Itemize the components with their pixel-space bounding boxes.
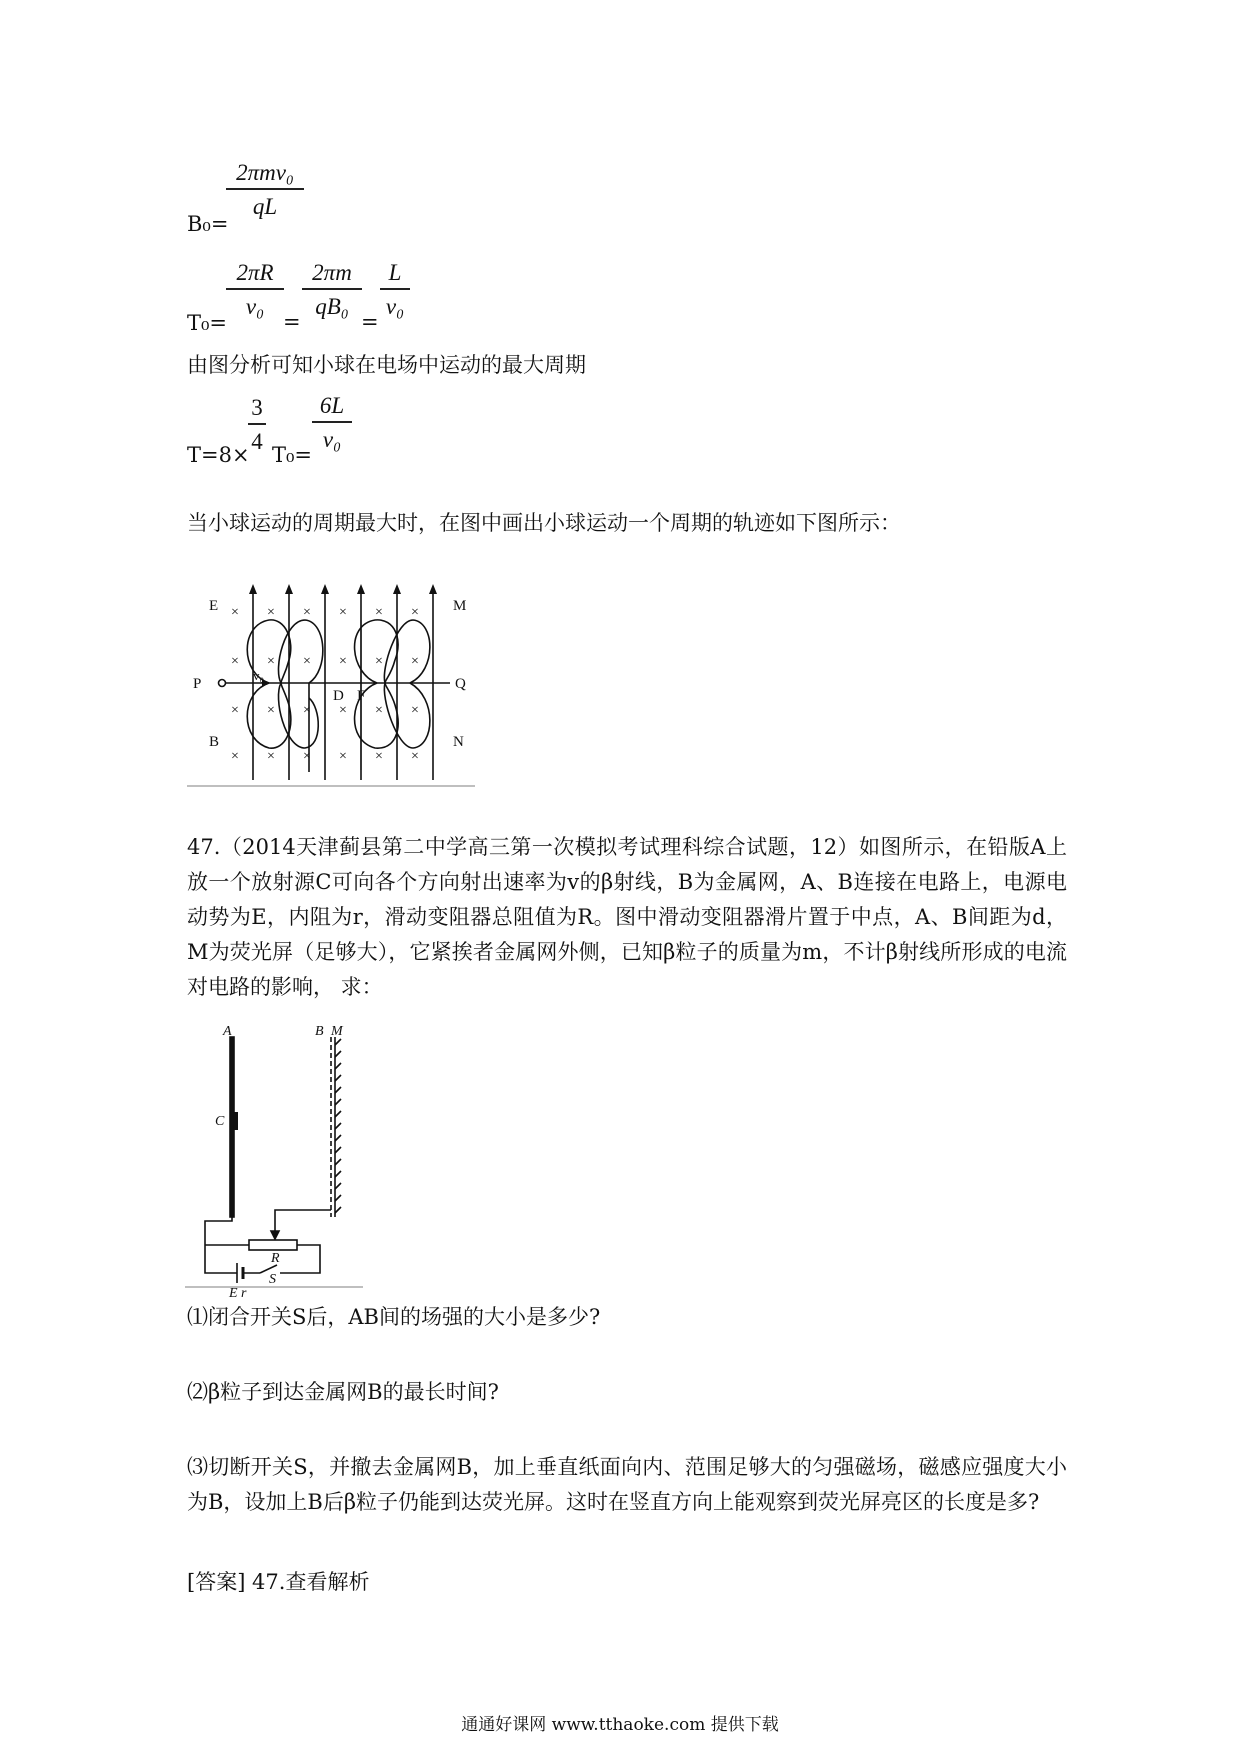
- question-2: ⑵β粒子到达金属网B的最长时间?: [187, 1380, 499, 1404]
- field-cross: ×: [231, 605, 239, 620]
- t0-f1-denominator: v₀: [245, 293, 265, 319]
- field-cross: ×: [375, 703, 383, 718]
- t0-f3-numerator: L: [388, 260, 402, 285]
- field-cross: ×: [375, 749, 383, 764]
- t0-f3-denominator: v₀: [385, 293, 405, 319]
- label-q: Q: [455, 676, 466, 692]
- label-m: M: [331, 1024, 343, 1039]
- label-s: S: [269, 1272, 276, 1287]
- fraction-bar: [226, 188, 304, 190]
- equals-sign: =: [361, 310, 379, 334]
- t0-f2-denominator: qB₀: [315, 293, 349, 319]
- t0-fraction-1: [226, 260, 284, 320]
- fraction-bar: [302, 288, 362, 290]
- circuit-diagram: [185, 1024, 365, 1301]
- field-cross: ×: [303, 654, 311, 669]
- answer-line: [答案] 47.查看解析: [187, 1570, 370, 1594]
- field-cross: ×: [411, 749, 419, 764]
- t0-fraction-2: [302, 260, 362, 320]
- label-d: D: [333, 688, 344, 704]
- fraction-bar: [380, 288, 410, 290]
- field-cross: ×: [267, 605, 275, 620]
- t-label: T=8×: [187, 443, 250, 467]
- analysis-text: 由图分析可知小球在电场中运动的最大周期: [187, 353, 586, 377]
- label-p: P: [193, 676, 202, 692]
- label-b: B: [315, 1024, 324, 1039]
- equals-sign: =: [283, 310, 301, 334]
- field-cross: ×: [267, 703, 275, 718]
- t0-label: T₀=: [187, 311, 228, 335]
- question-1: ⑴闭合开关S后，AB间的场强的大小是多少?: [187, 1305, 601, 1329]
- field-cross: ×: [303, 605, 311, 620]
- label-n: N: [453, 734, 464, 750]
- t0-f2-numerator: 2πm: [312, 260, 352, 285]
- field-cross: ×: [339, 703, 347, 718]
- label-a: A: [223, 1024, 232, 1039]
- field-cross: ×: [375, 605, 383, 620]
- t-fraction-2: [312, 393, 352, 453]
- field-cross: ×: [231, 749, 239, 764]
- label-e: E: [209, 598, 219, 614]
- b0-label: B₀=: [187, 212, 229, 236]
- t-fraction-1: [248, 395, 266, 455]
- trajectory-intro: 当小球运动的周期最大时，在图中画出小球运动一个周期的轨迹如下图所示：: [187, 511, 901, 535]
- page-footer: 通通好课网 www.tthaoke.com 提供下载: [461, 1715, 779, 1735]
- field-cross: ×: [303, 749, 311, 764]
- field-cross: ×: [267, 654, 275, 669]
- label-v0: v₀: [253, 668, 265, 683]
- label-f: F: [357, 688, 366, 704]
- label-m: M: [453, 598, 467, 614]
- field-cross: ×: [267, 749, 275, 764]
- field-cross: ×: [303, 703, 311, 718]
- fraction-bar: [248, 423, 266, 425]
- b0-numerator: 2πmv₀: [236, 160, 294, 185]
- b0-denominator: qL: [252, 193, 278, 219]
- problem-47-text: 47.（2014天津蓟县第二中学高三第一次模拟考试理科综合试题，12）如图所示，在铅版A上放一个放射源C可向各个方向射出速率为v的β射线，B为金属网，A、B连接在电路上，电源电动势为E，内阻为r，滑动变阻器总阻值为R。图中滑动变阻器滑片置于中点，A、B间距为d，M为荧光屏（足够大），它紧挨者金属网外侧，已知β粒子的质量为m，不计β射线所形成的电流对电路的影响， 求：: [187, 835, 1067, 999]
- field-cross: ×: [411, 605, 419, 620]
- label-er: E r: [229, 1286, 247, 1301]
- t-f1-numerator: 3: [251, 395, 263, 420]
- label-c: C: [215, 1114, 225, 1129]
- field-cross: ×: [375, 654, 383, 669]
- field-cross: ×: [411, 654, 419, 669]
- field-cross: ×: [231, 654, 239, 669]
- label-r: R: [271, 1251, 280, 1266]
- field-cross: ×: [411, 703, 419, 718]
- t0-fraction-3: [380, 260, 410, 320]
- label-b: B: [209, 734, 220, 750]
- t0-equals-label: T₀=: [272, 443, 313, 467]
- question-3: ⑶切断开关S，并撤去金属网B，加上垂直纸面向内、范围足够大的匀强磁场，磁感应强度大小为B，设加上B后β粒子仍能到达荧光屏。这时在竖直方向上能观察到荧光屏亮区的长度是多?: [187, 1455, 1067, 1514]
- field-cross: ×: [231, 703, 239, 718]
- t0-f1-numerator: 2πR: [236, 260, 274, 285]
- t-f1-denominator: 4: [251, 428, 263, 454]
- field-cross: ×: [339, 749, 347, 764]
- b0-fraction: [226, 160, 304, 220]
- fraction-bar: [312, 421, 352, 423]
- field-cross: ×: [339, 605, 347, 620]
- t-f2-numerator: 6L: [319, 393, 345, 418]
- field-cross: ×: [339, 654, 347, 669]
- fraction-bar: [226, 288, 284, 290]
- field-trajectory-diagram: [185, 580, 485, 790]
- t-f2-denominator: v₀: [322, 426, 342, 452]
